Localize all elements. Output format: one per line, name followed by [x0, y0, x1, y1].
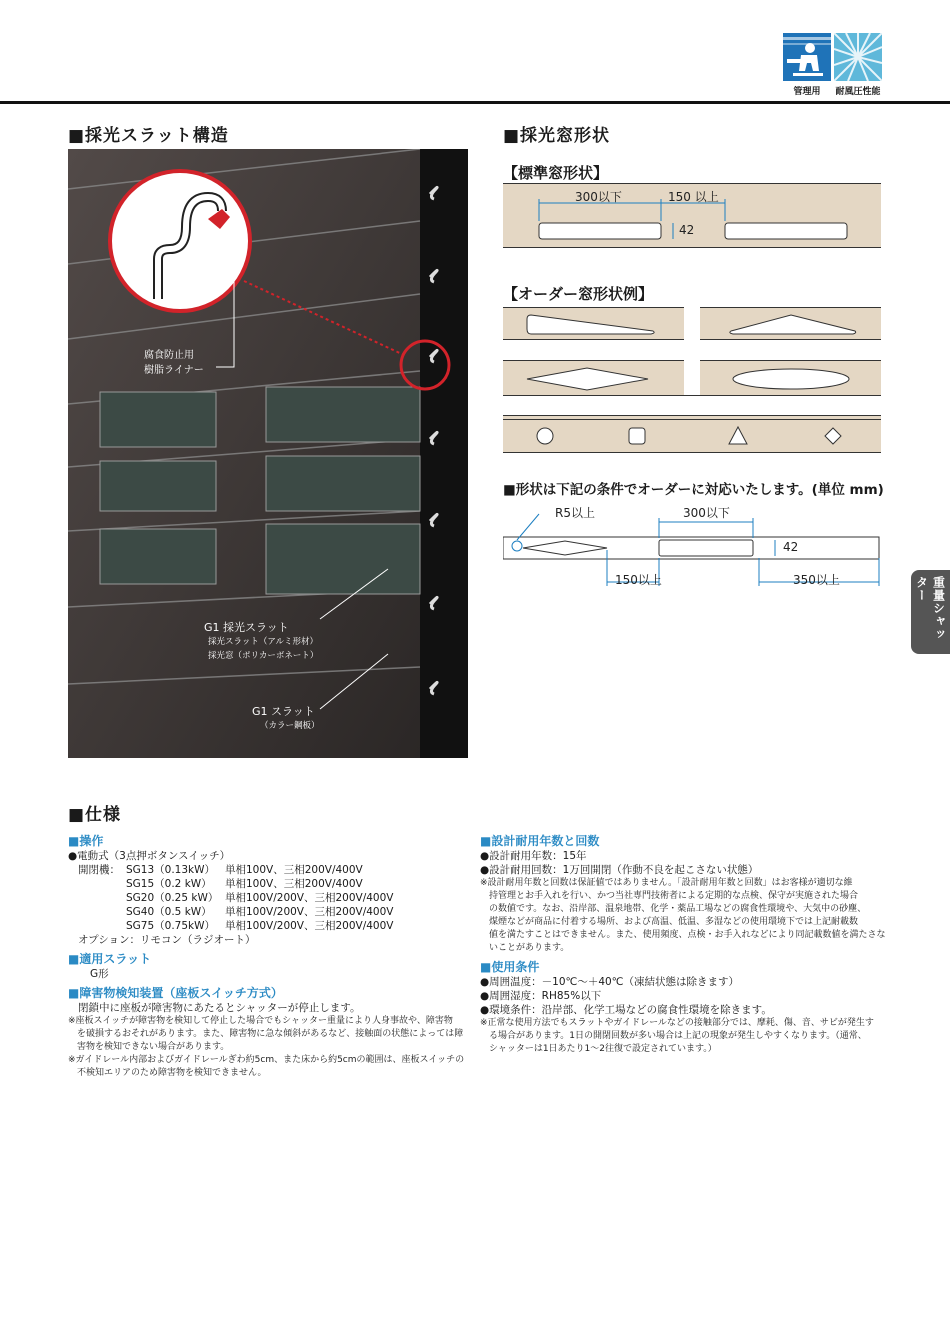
spec-right-column [480, 832, 885, 1056]
motor-label: 開閉機： [78, 864, 120, 876]
motor-power: 単相100V/200V、三相200V/400V [225, 920, 394, 932]
order-shape-title: 【オーダー窓形状例】 [503, 285, 654, 303]
spec-note: る場合があります。1日の開閉回数が多い場合は上記の現象が発生しやすくなります。（通常、 [480, 1031, 867, 1041]
spec-note: 害物を検知できない場合があります。 [68, 1042, 230, 1052]
dim-label: R5以上 [555, 506, 595, 520]
dim-label: 42 [783, 540, 799, 554]
standard-shape-title: 【標準窓形状】 [503, 164, 609, 182]
spec-line: ●環境条件：沿岸部、化学工場などの腐食性環境を除きます。 [480, 1004, 772, 1016]
spec-note: いことがあります。 [480, 943, 570, 953]
basic-shapes-diagram [503, 419, 881, 453]
liner-caption: 樹脂ライナー [144, 365, 204, 376]
motor-power: 単相100V、三相200V/400V [225, 878, 363, 890]
spec-note: 不検知エリアのため障害物を検知できません。 [68, 1068, 267, 1078]
section-title: ■採光スラット構造 [68, 126, 229, 146]
dim-label: 300以下 [575, 190, 622, 204]
motor-model: SG15（0.2 kW） [126, 878, 212, 890]
dim-label: 150 以上 [668, 190, 719, 204]
header-rule [0, 101, 950, 104]
motor-power: 単相100V/200V、三相200V/400V [225, 892, 394, 904]
spec-note: 値を満たすことはできません。また、使用頻度、点検・お手入れなどにより同記載数値を満たさな [480, 930, 886, 940]
spec-note: 煤煙などが商品に付着する場所、および高温、低温、多湿などの使用環境下では上記耐載数 [480, 917, 859, 927]
spec-heading: ■操作 [68, 834, 104, 848]
motor-power: 単相100V、三相200V/400V [225, 864, 363, 876]
spec-line: ●周囲湿度：RH85%以下 [480, 990, 602, 1002]
spec-note: シャッターは1日あたり1～2往復で設定されています。） [480, 1044, 717, 1054]
motor-model: SG20（0.25 kW） [126, 892, 219, 904]
motor-model: SG13（0.13kW） [126, 864, 216, 876]
spec-heading: ■障害物検知装置（座板スイッチ方式） [68, 986, 283, 1000]
dim-label: 300以下 [683, 506, 730, 520]
section-title: ■仕様 [68, 805, 122, 825]
g1-slat-label: G1 スラット [252, 705, 315, 718]
spec-line: G形 [90, 968, 109, 980]
standard-shape-diagram [503, 183, 881, 248]
spec-line: オプション：リモコン（ラジオート） [78, 934, 256, 946]
worker-icon [783, 33, 831, 81]
spec-line: ●周囲温度：－10℃～＋40℃（凍結状態は除きます） [480, 976, 739, 988]
motor-table [68, 863, 468, 933]
category-tab[interactable]: 重量シャッター [911, 570, 950, 654]
slat-photo [68, 149, 468, 758]
spec-left-column [68, 832, 468, 1080]
g1-light-slat-item: 採光スラット（アルミ形材） [208, 637, 318, 647]
spec-line: 閉鎖中に座板が障害物にあたるとシャッターが停止します。 [78, 1002, 361, 1014]
spec-note: ※座板スイッチが障害物を検知して停止した場合でもシャッター重量により人身事故や、障害物 [68, 1016, 453, 1026]
badge-label: 耐風圧性能 [835, 87, 881, 97]
spec-note: ※正常な使用方法でもスラットやガイドレールなどの接触部分では、摩耗、傷、音、サビが発生す [480, 1018, 874, 1028]
spec-heading: ■適用スラット [68, 952, 152, 966]
dim-label: 350以上 [793, 573, 840, 587]
liner-caption: 腐食防止用 [144, 350, 194, 361]
spec-line: ●電動式（3点押ボタンスイッチ） [68, 850, 231, 862]
spec-note: ※ガイドレール内部およびガイドレールぎわ約5cm、また床から約5cmの範囲は、座板スイッチの [68, 1055, 465, 1065]
spec-note: ※設計耐用年数と回数は保証値ではありません。「設計耐用年数と回数」はお客様が適切な維 [480, 878, 853, 888]
g1-slat-sub: （カラー鋼板） [260, 721, 320, 731]
spec-line: ●設計耐用回数：1万回開閉（作動不良を起こさない状態） [480, 864, 759, 876]
g1-light-slat-label: G1 採光スラット [204, 621, 289, 634]
wind-pressure-icon [834, 33, 882, 81]
spec-note: を破損するおそれがあります。また、障害物に急な傾斜があるなど、接触面の状態によっては障 [68, 1029, 464, 1039]
motor-power: 単相100V/200V、三相200V/400V [225, 906, 394, 918]
dim-label: 150以上 [615, 573, 662, 587]
spec-note: 持管理とお手入れを行い、かつ当社専門技術者による定期的な点検、保守が実施された場合 [480, 891, 859, 901]
dim-label: 42 [679, 223, 695, 237]
spec-note: の数値です。なお、沿岸部、温泉地帯、化学・薬品工場などの腐食性環境や、大気中の砂塵、 [480, 904, 867, 914]
badge-label: 管理用 [793, 87, 821, 97]
g1-light-slat-item: 採光窓（ポリカーボネート） [208, 651, 319, 661]
spec-heading: ■使用条件 [480, 960, 540, 974]
section-title: ■採光窓形状 [503, 126, 611, 146]
spec-heading: ■設計耐用年数と回数 [480, 834, 600, 848]
motor-model: SG40（0.5 kW） [126, 906, 212, 918]
motor-model: SG75（0.75kW） [126, 920, 216, 932]
spec-line: ●設計耐用年数：15年 [480, 850, 587, 862]
condition-title: ■形状は下記の条件でオーダーに対応いたします。(単位 mm) [503, 482, 884, 498]
condition-diagram [503, 500, 881, 590]
